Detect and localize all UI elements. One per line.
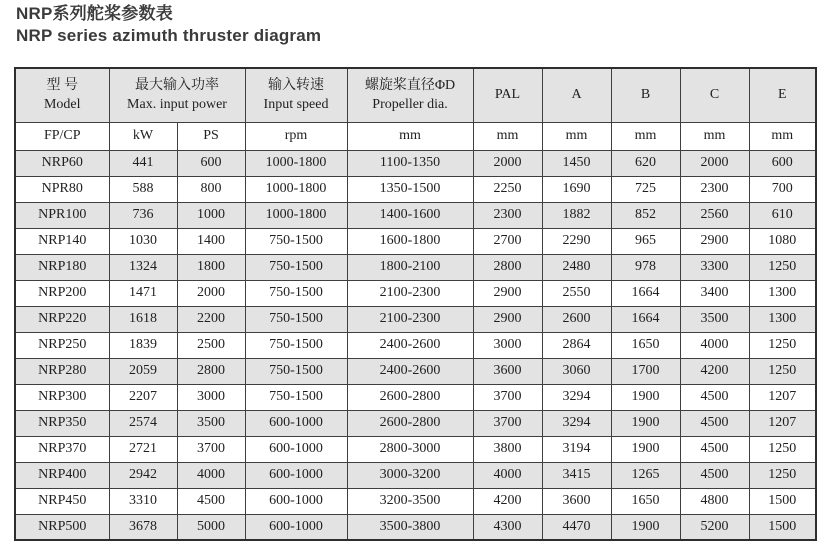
value-cell: 1650 xyxy=(611,488,680,514)
value-cell: 1250 xyxy=(749,332,816,358)
value-cell: 1324 xyxy=(109,254,177,280)
value-cell: 1900 xyxy=(611,436,680,462)
model-cell: NRP450 xyxy=(15,488,109,514)
value-cell: 610 xyxy=(749,202,816,228)
col-header-propeller-dia-zh: 螺旋桨直径ΦD xyxy=(364,78,456,94)
model-cell: NRP500 xyxy=(15,514,109,540)
value-cell: 1471 xyxy=(109,280,177,306)
value-cell: 1250 xyxy=(749,436,816,462)
table-row xyxy=(15,410,816,436)
value-cell: 3700 xyxy=(473,410,542,436)
value-cell: 1300 xyxy=(749,280,816,306)
value-cell: 750-1500 xyxy=(245,228,347,254)
table-row xyxy=(15,150,816,176)
table-head xyxy=(15,68,816,150)
value-cell: 2600 xyxy=(542,306,611,332)
value-cell: 1000-1800 xyxy=(245,150,347,176)
value-cell: 750-1500 xyxy=(245,358,347,384)
value-cell: 750-1500 xyxy=(245,306,347,332)
value-cell: 3415 xyxy=(542,462,611,488)
value-cell: 750-1500 xyxy=(245,332,347,358)
value-cell: 750-1500 xyxy=(245,254,347,280)
table-row xyxy=(15,202,816,228)
value-cell: 2574 xyxy=(109,410,177,436)
page-title-zh: NRP系列舵桨参数表 xyxy=(16,4,173,23)
value-cell: 3000-3200 xyxy=(347,462,473,488)
value-cell: 4000 xyxy=(680,332,749,358)
value-cell: 1400 xyxy=(177,228,245,254)
value-cell: 4500 xyxy=(680,462,749,488)
value-cell: 2864 xyxy=(542,332,611,358)
value-cell: 2800 xyxy=(473,254,542,280)
value-cell: 600 xyxy=(749,150,816,176)
col-header-e: E xyxy=(749,68,816,122)
model-cell: NRP60 xyxy=(15,150,109,176)
value-cell: 800 xyxy=(177,176,245,202)
value-cell: 588 xyxy=(109,176,177,202)
value-cell: 3500 xyxy=(680,306,749,332)
value-cell: 3600 xyxy=(473,358,542,384)
col-header-model-en: Model xyxy=(43,97,81,113)
model-cell: NPR80 xyxy=(15,176,109,202)
value-cell: 1400-1600 xyxy=(347,202,473,228)
value-cell: 1664 xyxy=(611,306,680,332)
value-cell: 2800 xyxy=(177,358,245,384)
value-cell: 1450 xyxy=(542,150,611,176)
table-row xyxy=(15,228,816,254)
value-cell: 1600-1800 xyxy=(347,228,473,254)
value-cell: 600-1000 xyxy=(245,436,347,462)
value-cell: 1080 xyxy=(749,228,816,254)
value-cell: 3294 xyxy=(542,384,611,410)
value-cell: 1690 xyxy=(542,176,611,202)
header-row xyxy=(15,68,816,122)
value-cell: 2300 xyxy=(473,202,542,228)
value-cell: 3500 xyxy=(177,410,245,436)
value-cell: 3678 xyxy=(109,514,177,540)
value-cell: 3194 xyxy=(542,436,611,462)
value-cell: 1207 xyxy=(749,410,816,436)
value-cell: 3000 xyxy=(177,384,245,410)
value-cell: 1000-1800 xyxy=(245,202,347,228)
value-cell: 725 xyxy=(611,176,680,202)
value-cell: 1500 xyxy=(749,488,816,514)
model-cell: NRP140 xyxy=(15,228,109,254)
table-row xyxy=(15,384,816,410)
value-cell: 1700 xyxy=(611,358,680,384)
table-row xyxy=(15,436,816,462)
value-cell: 4500 xyxy=(177,488,245,514)
model-cell: NRP180 xyxy=(15,254,109,280)
col-header-max-input-power-zh: 最大输入功率 xyxy=(135,78,219,94)
value-cell: 3000 xyxy=(473,332,542,358)
value-cell: 2290 xyxy=(542,228,611,254)
value-cell: 4500 xyxy=(680,384,749,410)
value-cell: 2900 xyxy=(680,228,749,254)
col-header-input-speed xyxy=(245,68,347,122)
table-row xyxy=(15,514,816,540)
col-header-c: C xyxy=(680,68,749,122)
value-cell: 3060 xyxy=(542,358,611,384)
col-header-input-speed-zh: 输入转速 xyxy=(268,78,324,94)
units-row xyxy=(15,122,816,150)
value-cell: 1250 xyxy=(749,358,816,384)
unit-cell-kw: kW xyxy=(109,122,177,150)
value-cell: 1030 xyxy=(109,228,177,254)
value-cell: 2250 xyxy=(473,176,542,202)
table-row xyxy=(15,488,816,514)
value-cell: 620 xyxy=(611,150,680,176)
value-cell: 441 xyxy=(109,150,177,176)
value-cell: 2600-2800 xyxy=(347,384,473,410)
value-cell: 1100-1350 xyxy=(347,150,473,176)
value-cell: 1207 xyxy=(749,384,816,410)
value-cell: 4500 xyxy=(680,410,749,436)
value-cell: 4300 xyxy=(473,514,542,540)
value-cell: 4200 xyxy=(680,358,749,384)
value-cell: 2500 xyxy=(177,332,245,358)
thruster-parameter-table xyxy=(14,67,817,541)
model-cell: NRP300 xyxy=(15,384,109,410)
value-cell: 3600 xyxy=(542,488,611,514)
value-cell: 3800 xyxy=(473,436,542,462)
value-cell: 1664 xyxy=(611,280,680,306)
unit-cell-ps: PS xyxy=(177,122,245,150)
model-cell: NRP220 xyxy=(15,306,109,332)
value-cell: 750-1500 xyxy=(245,280,347,306)
col-header-propeller-dia xyxy=(347,68,473,122)
unit-cell-rpm: rpm xyxy=(245,122,347,150)
value-cell: 2600-2800 xyxy=(347,410,473,436)
value-cell: 2059 xyxy=(109,358,177,384)
table-row xyxy=(15,462,816,488)
value-cell: 4000 xyxy=(177,462,245,488)
value-cell: 2480 xyxy=(542,254,611,280)
table-row xyxy=(15,280,816,306)
value-cell: 3310 xyxy=(109,488,177,514)
value-cell: 1250 xyxy=(749,462,816,488)
value-cell: 2800-3000 xyxy=(347,436,473,462)
value-cell: 3294 xyxy=(542,410,611,436)
value-cell: 3400 xyxy=(680,280,749,306)
value-cell: 2000 xyxy=(177,280,245,306)
value-cell: 2100-2300 xyxy=(347,306,473,332)
value-cell: 1265 xyxy=(611,462,680,488)
value-cell: 1500 xyxy=(749,514,816,540)
value-cell: 2700 xyxy=(473,228,542,254)
value-cell: 1000 xyxy=(177,202,245,228)
value-cell: 600-1000 xyxy=(245,462,347,488)
value-cell: 2207 xyxy=(109,384,177,410)
value-cell: 1618 xyxy=(109,306,177,332)
model-cell: NRP400 xyxy=(15,462,109,488)
value-cell: 600-1000 xyxy=(245,514,347,540)
table-body xyxy=(15,150,816,540)
value-cell: 2942 xyxy=(109,462,177,488)
model-cell: NRP350 xyxy=(15,410,109,436)
table-row xyxy=(15,176,816,202)
unit-cell-prop-dia: mm xyxy=(347,122,473,150)
value-cell: 2200 xyxy=(177,306,245,332)
value-cell: 736 xyxy=(109,202,177,228)
value-cell: 1650 xyxy=(611,332,680,358)
table-row xyxy=(15,358,816,384)
value-cell: 3700 xyxy=(177,436,245,462)
value-cell: 852 xyxy=(611,202,680,228)
model-cell: NPR100 xyxy=(15,202,109,228)
value-cell: 5000 xyxy=(177,514,245,540)
value-cell: 1900 xyxy=(611,514,680,540)
value-cell: 2000 xyxy=(680,150,749,176)
value-cell: 2000 xyxy=(473,150,542,176)
col-header-model xyxy=(15,68,109,122)
page-title xyxy=(16,3,321,47)
col-header-max-input-power xyxy=(109,68,245,122)
value-cell: 4500 xyxy=(680,436,749,462)
value-cell: 2550 xyxy=(542,280,611,306)
page-title-en: NRP series azimuth thruster diagram xyxy=(16,26,322,45)
unit-cell-model: FP/CP xyxy=(15,122,109,150)
col-header-model-zh: 型 号 xyxy=(46,78,78,94)
unit-cell-a: mm xyxy=(542,122,611,150)
value-cell: 978 xyxy=(611,254,680,280)
col-header-pal: PAL xyxy=(473,68,542,122)
value-cell: 600-1000 xyxy=(245,488,347,514)
value-cell: 3500-3800 xyxy=(347,514,473,540)
value-cell: 4800 xyxy=(680,488,749,514)
unit-cell-pal: mm xyxy=(473,122,542,150)
value-cell: 1350-1500 xyxy=(347,176,473,202)
col-header-b: B xyxy=(611,68,680,122)
value-cell: 2900 xyxy=(473,306,542,332)
value-cell: 1900 xyxy=(611,410,680,436)
value-cell: 1800 xyxy=(177,254,245,280)
value-cell: 3200-3500 xyxy=(347,488,473,514)
value-cell: 3300 xyxy=(680,254,749,280)
value-cell: 4000 xyxy=(473,462,542,488)
value-cell: 3700 xyxy=(473,384,542,410)
col-header-a: A xyxy=(542,68,611,122)
model-cell: NRP370 xyxy=(15,436,109,462)
value-cell: 1250 xyxy=(749,254,816,280)
value-cell: 2100-2300 xyxy=(347,280,473,306)
value-cell: 750-1500 xyxy=(245,384,347,410)
col-header-max-input-power-en: Max. input power xyxy=(127,97,227,113)
model-cell: NRP250 xyxy=(15,332,109,358)
unit-cell-e: mm xyxy=(749,122,816,150)
value-cell: 1900 xyxy=(611,384,680,410)
value-cell: 2400-2600 xyxy=(347,358,473,384)
value-cell: 700 xyxy=(749,176,816,202)
value-cell: 4470 xyxy=(542,514,611,540)
value-cell: 2560 xyxy=(680,202,749,228)
value-cell: 2721 xyxy=(109,436,177,462)
value-cell: 1800-2100 xyxy=(347,254,473,280)
value-cell: 2900 xyxy=(473,280,542,306)
model-cell: NRP200 xyxy=(15,280,109,306)
col-header-input-speed-en: Input speed xyxy=(263,97,329,113)
value-cell: 965 xyxy=(611,228,680,254)
value-cell: 4200 xyxy=(473,488,542,514)
table-row xyxy=(15,332,816,358)
value-cell: 600-1000 xyxy=(245,410,347,436)
unit-cell-b: mm xyxy=(611,122,680,150)
value-cell: 1300 xyxy=(749,306,816,332)
value-cell: 2300 xyxy=(680,176,749,202)
value-cell: 1000-1800 xyxy=(245,176,347,202)
value-cell: 2400-2600 xyxy=(347,332,473,358)
model-cell: NRP280 xyxy=(15,358,109,384)
table-row xyxy=(15,254,816,280)
value-cell: 1882 xyxy=(542,202,611,228)
unit-cell-c: mm xyxy=(680,122,749,150)
value-cell: 1839 xyxy=(109,332,177,358)
col-header-propeller-dia-en: Propeller dia. xyxy=(372,97,448,113)
table-row xyxy=(15,306,816,332)
value-cell: 5200 xyxy=(680,514,749,540)
value-cell: 600 xyxy=(177,150,245,176)
